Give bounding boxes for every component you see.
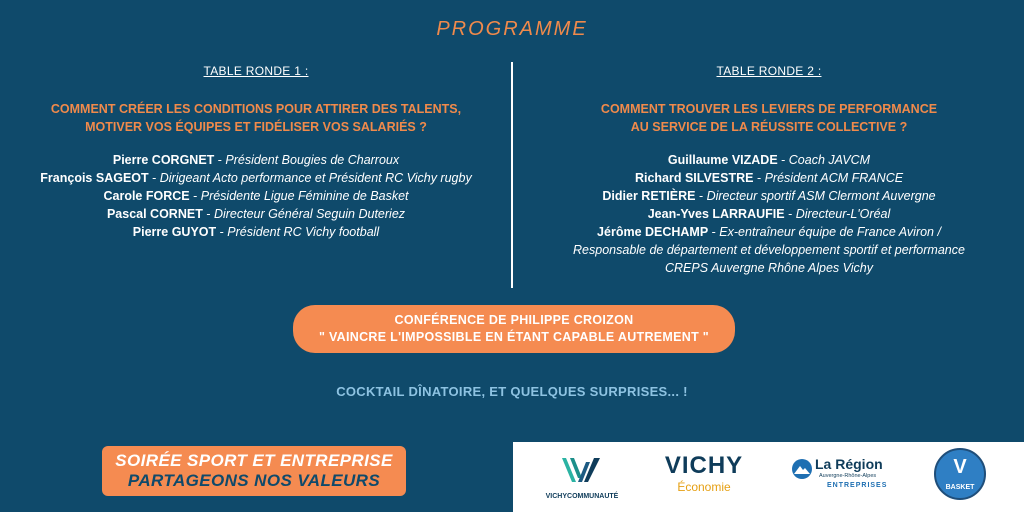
speaker-line: Guillaume VIZADE - Coach JAVCM	[667, 153, 871, 167]
conference-title: CONFÉRENCE DE PHILIPPE CROIZON	[394, 313, 634, 327]
speaker-role-continued: Responsable de département et développement sportif et performance	[573, 243, 965, 257]
round-table-1	[0, 64, 512, 241]
speaker-line: Carole FORCE - Présidente Ligue Féminine de Basket	[103, 189, 409, 203]
region-entreprises: ENTREPRISES	[827, 482, 888, 489]
vichy-communaute-mark-icon	[560, 454, 604, 486]
speaker-line: Didier RETIÈRE - Directeur sportif ASM Clermont Auvergne	[602, 189, 936, 203]
round-table-1-label: TABLE RONDE 1 :	[203, 64, 309, 78]
round-table-2-speakers	[514, 151, 1024, 277]
round-table-2-question: COMMENT TROUVER LES LEVIERS DE PERFORMANCE AU SERVICE DE LA RÉUSSITE COLLECTIVE ?	[600, 102, 938, 134]
vichy-economie-text: Économie	[677, 480, 731, 494]
region-mountain-icon	[791, 458, 813, 480]
partner-logos	[513, 442, 1024, 512]
speaker-role-continued: CREPS Auvergne Rhône Alpes Vichy	[665, 261, 873, 275]
region-title: La Région	[815, 456, 883, 472]
event-badge-subtitle: PARTAGEONS NOS VALEURS	[127, 471, 381, 490]
conference-banner	[293, 305, 735, 353]
cocktail-text: COCKTAIL DÎNATOIRE, ET QUELQUES SURPRISES... !	[336, 384, 688, 399]
basket-badge	[934, 448, 986, 500]
page-title: PROGRAMME	[436, 18, 588, 40]
speaker-line: Pascal CORNET - Directeur Général Seguin Duteriez	[106, 207, 406, 221]
conference-subtitle: " VAINCRE L'IMPOSSIBLE EN ÉTANT CAPABLE AUTREMENT "	[318, 330, 710, 344]
basket-mark-icon: V	[953, 456, 967, 478]
vichy-text: VICHY	[664, 452, 744, 479]
speaker-line: Jérôme DECHAMP - Ex-entraîneur équipe de France Aviron /	[597, 225, 941, 239]
round-table-1-speakers	[0, 151, 512, 241]
round-table-2	[514, 64, 1024, 277]
region-subtitle: Auvergne-Rhône-Alpes	[819, 473, 877, 479]
speaker-line: François SAGEOT - Dirigeant Acto performance et Président RC Vichy rugby	[40, 171, 472, 185]
round-table-2-label: TABLE RONDE 2 :	[716, 64, 822, 78]
vichy-communaute-text: VICHYCOMMUNAUTÉ	[545, 493, 619, 500]
event-badge	[102, 446, 406, 496]
vichy-communaute-logo	[537, 454, 627, 500]
round-table-1-question: COMMENT CRÉER LES CONDITIONS POUR ATTIRER DES TALENTS, MOTIVER VOS ÉQUIPES ET FIDÉLISER VOS SALARIÉS ?	[50, 102, 462, 134]
speaker-line: Jean-Yves LARRAUFIE - Directeur-L'Oréal	[647, 207, 891, 221]
region-logo	[789, 456, 899, 489]
speaker-line: Richard SILVESTRE - Président ACM FRANCE	[634, 171, 904, 185]
basket-logo	[931, 448, 989, 506]
event-badge-title: SOIRÉE SPORT ET ENTREPRISE	[115, 451, 393, 470]
speaker-line: Pierre CORGNET - Président Bougies de Charroux	[112, 153, 400, 167]
vichy-economie-logo	[649, 452, 759, 494]
basket-text: BASKET	[945, 484, 975, 491]
speaker-line: Pierre GUYOT - Président RC Vichy football	[132, 225, 380, 239]
